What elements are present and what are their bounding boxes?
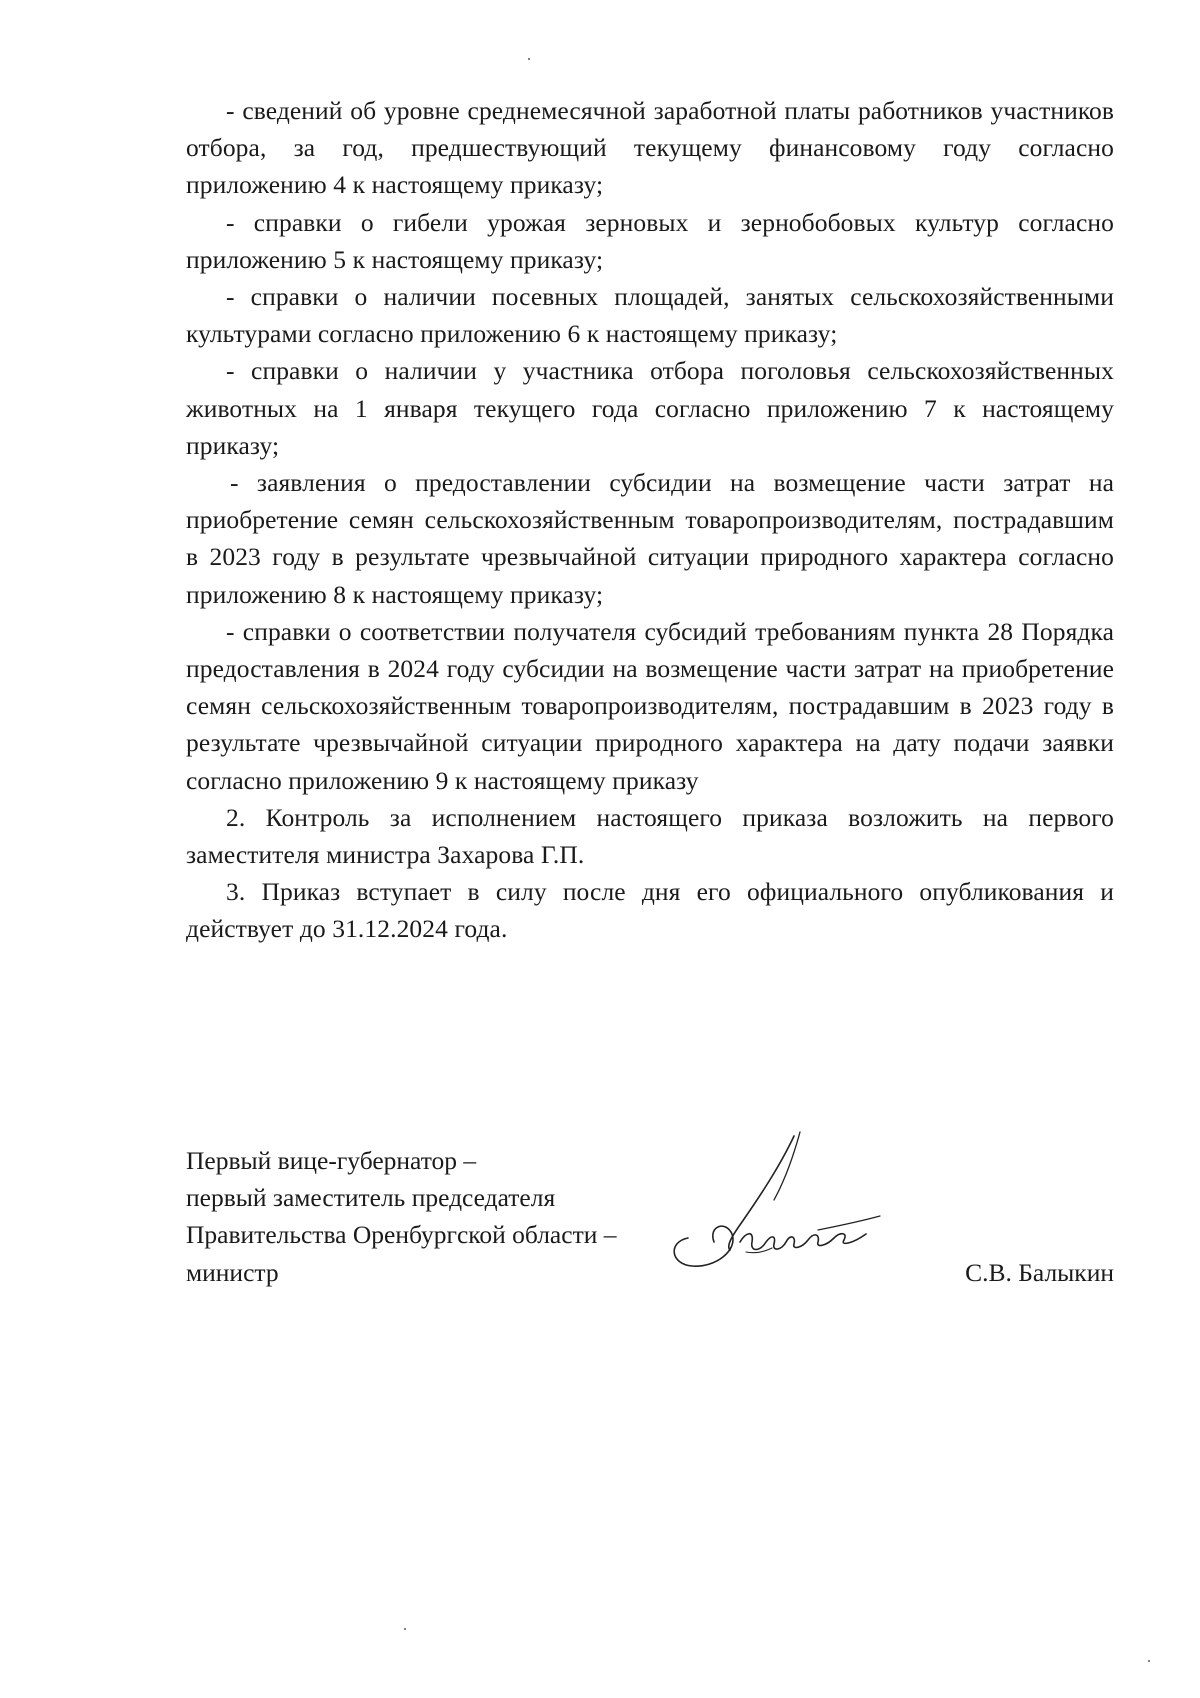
scan-speck [528,58,530,60]
document-body [186,92,1114,948]
list-item-salary-info: - сведений об уровне среднемесячной заработной платы работников участников отбора, за год, предшествующий текущему финансовому году согласно приложению 4 к настоящему приказу; [186,96,1114,200]
clause-2-control: 2. Контроль за исполнением настоящего приказа возложить на первого заместителя министра Захарова Г.П. [186,802,1114,870]
signer-title-line-1: Первый вице-губернатор – [186,1146,477,1175]
signer-title-line-2: первый заместитель председателя [186,1183,556,1213]
clause-3-effective-date: 3. Приказ вступает в силу после дня его официального опубликования и действует до 31.12.2024 года. [186,877,1114,944]
list-item-compliance-certificate: - справки о соответствии получателя субсидий требованиям пункта 28 Порядка предоставления в 2024 году субсидии на возмещение части затрат на приобретение семян сельскохозяйственным товаропроизводителям, пострадавшим в 2023 году в результате чрезвычайной ситуации природного характера на дату подачи заявки согласно приложению 9 к настоящему приказу [186,616,1114,795]
signer-title-line-4: министр [186,1257,279,1287]
list-item-subsidy-application: - заявления о предоставлении субсидии на возмещение части затрат на приобретение семян сельскохозяйственным товаропроизводителям, пострадавшим в 2023 году в результате чрезвычайной ситуации природного характера согласно приложению 8 к настоящему приказу; [186,468,1114,609]
scan-speck [1148,1660,1150,1662]
list-item-sown-area-certificate: - справки о наличии посевных площадей, занятых сельскохозяйственными культурами согласно приложению 6 к настоящему приказу; [186,282,1114,349]
handwritten-signature [668,1126,888,1276]
signer-name: С.В. Балыкин [965,1257,1114,1287]
signature-block [186,1142,1114,1291]
list-item-livestock-certificate: - справки о наличии у участника отбора поголовья сельскохозяйственных животных на 1 января текущего года согласно приложению 7 к настоящему приказу; [186,356,1114,460]
scan-speck [404,1628,406,1630]
list-item-crop-loss-certificate: - справки о гибели урожая зерновых и зернобобовых культур согласно приложению 5 к настоящему приказу; [186,207,1114,274]
signer-title-line-3: Правительства Оренбургской области – [186,1220,617,1250]
